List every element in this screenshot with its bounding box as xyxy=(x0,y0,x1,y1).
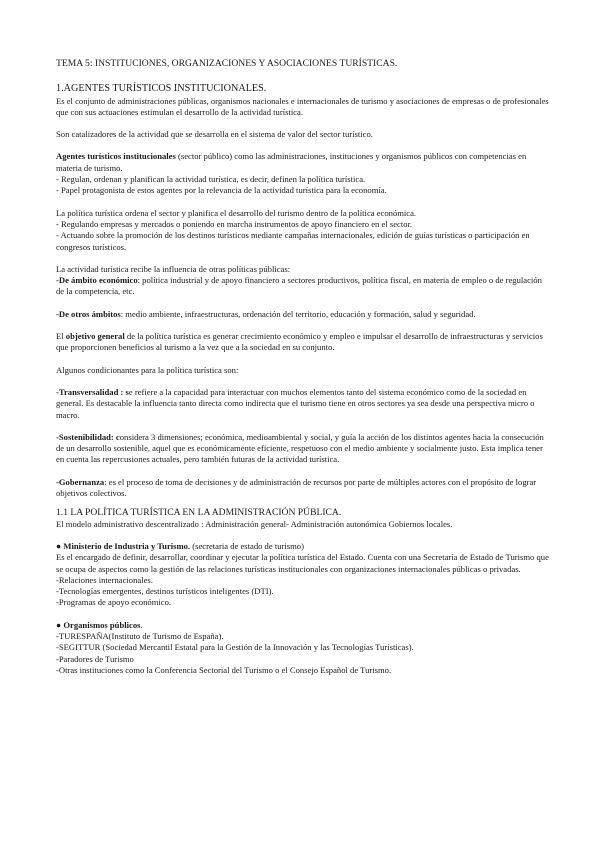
list-item: -Programas de apoyo económico. xyxy=(56,597,172,608)
objetivo-pre: El xyxy=(56,331,66,342)
agentes-paragraph xyxy=(56,151,549,196)
gobernanza-bold: -Gobernanza xyxy=(56,476,105,487)
condicionantes-paragraph: Algunos condicionantes para la política turística son: xyxy=(56,364,239,375)
sostenibilidad-bold: -Sostenibilidad: c xyxy=(56,431,120,442)
gobernanza-rest: : es el proceso de toma de decisiones y de administración de recursos por parte de múltiples actores con el propósito de lograr objetivos colectivos. xyxy=(56,476,537,499)
organismos-bold: ● Organismos públicos xyxy=(56,619,141,630)
section-heading-politica: 1.1 LA POLÍTICA TURÍSTICA EN LA ADMINISTRACIÓN PÚBLICA. xyxy=(56,507,342,519)
gobernanza-paragraph xyxy=(56,477,549,500)
ministerio-rest: (secretaria de estado de turismo) xyxy=(190,540,304,551)
otros-rest: : medio ambiente, infraestructuras, ordenación del territorio, educación y formación, salud y seguridad. xyxy=(120,308,476,319)
agentes-bold: Agentes turísticos institucionales xyxy=(56,151,176,162)
list-item: -TURESPAÑA(Instituto de Turismo de España). xyxy=(56,630,224,641)
sostenibilidad-rest: onsidera 3 dimensiones; económica, medioambiental y social, y guía la acción de los distintos agentes hacia la consecución de un desarrollo sostenible, aquel que es económicamente eficiente, respetuoso con el medio ambiente y socialmente justo. Esta implica tener en cuenta las repercusiones actuales, pero también futuras de la actividad turística. xyxy=(56,431,544,465)
section-heading-agentes: 1.AGENTES TURÍSTICOS INSTITUCIONALES. xyxy=(56,83,267,95)
ministerio-paragraph xyxy=(56,541,549,609)
politica-intro: La política turística ordena el sector y planifica el desarrollo del turismo dentro de la política económica. xyxy=(56,207,417,218)
economico-rest: : política industrial y de apoyo financiero a sectores productivos, política fiscal, en materia de empleo o de regulación de la competencia, etc. xyxy=(56,275,542,297)
economico-bold: -De ámbito económico xyxy=(56,275,138,286)
modelo-paragraph: El modelo administrativo descentralizado : Administración general- Administración autonómica Gobiernos locales. xyxy=(56,518,453,529)
list-item: -Paradores de Turismo xyxy=(56,653,134,664)
influencia-intro: La actividad turística recibe la influencia de otras políticas públicas: xyxy=(56,263,291,274)
transversalidad-rest: e refiere a la capacidad para interactuar con muchos elementos tanto del sistema económico como de la sociedad en general. Es destacable la influencia tanto directa como indirecta que el turismo tiene en otros sectores ya sea desde una perspectiva micro o macro. xyxy=(56,386,535,420)
organismos-paragraph xyxy=(56,620,549,676)
sostenibilidad-paragraph xyxy=(56,432,549,466)
list-item: -SEGITTUR (Sociedad Mercantil Estatal para la Gestión de la Innovación y las Tecnologías Turísticas). xyxy=(56,642,414,653)
list-item: - Papel protagonista de estos agentes por la relevancia de la actividad turística para la economía. xyxy=(56,185,387,196)
list-item: - Actuando sobre la promoción de los destinos turísticos mediante campañas internacionales, edición de guías turísticas o participación en congresos turísticos. xyxy=(56,230,530,252)
list-item: - Regulando empresas y mercados o poniendo en marcha instrumentos de apoyo financiero en el sector. xyxy=(56,218,413,229)
objetivo-bold: objetivo general xyxy=(65,331,125,342)
ministerio-bold: ● Ministerio de Industria y Turismo. xyxy=(56,540,191,551)
list-item: -Otras instituciones como la Conferencia Sectorial del Turismo o el Consejo Español de Turismo. xyxy=(56,664,392,675)
objetivo-rest: de la política turística es generar crecimiento económico y empleo e impulsar el desarrollo de infraestructuras y servicios que proporcionen beneficios al turismo a la vez que a la sociedad en su conjunto. xyxy=(56,331,543,353)
agentes-rest: (sector público) como las administraciones, instituciones y organismos públicos con competencias en materia de turismo. xyxy=(56,151,527,173)
influencia-paragraph xyxy=(56,264,549,298)
otros-paragraph xyxy=(56,309,549,320)
list-item: -Relaciones internacionales. xyxy=(56,574,153,585)
list-item: -Tecnologías emergentes, destinos turísticos inteligentes (DTI). xyxy=(56,586,274,597)
list-item: - Regulan, ordenan y planifican la actividad turística, es decir, definen la política turística. xyxy=(56,174,366,185)
document-title: TEMA 5: INSTITUCIONES, ORGANIZACIONES Y ASOCIACIONES TURÍSTICAS. xyxy=(56,58,398,69)
objetivo-paragraph xyxy=(56,331,549,354)
transversalidad-bold: -Transversalidad : s xyxy=(56,386,129,397)
politica-paragraph xyxy=(56,208,549,253)
ministerio-desc: Es el encargado de definir, desarrollar, coordinar y ejecutar la política turística del Estado. Cuenta con una Secretaría de Estado de Turismo que se ocupa de aspectos como la gestión de las relaciones turísticas institucionales con organizaciones internacionales públicas o privadas. xyxy=(56,552,549,574)
organismos-heading xyxy=(56,620,549,631)
transversalidad-paragraph xyxy=(56,387,549,421)
organismos-rest: . xyxy=(140,619,143,630)
ministerio-heading xyxy=(56,541,549,552)
otros-bold: -De otros ámbitos xyxy=(56,308,121,319)
intro-paragraph: Es el conjunto de administraciones públicas, organismos nacionales e internacionales de turismo y asociaciones de empresas o de profesionales que con sus actuaciones estimulan el desarrollo de la actividad turística. xyxy=(56,95,549,117)
catalizadores-paragraph: Son catalizadores de la actividad que se desarrolla en el sistema de valor del sector turístico. xyxy=(56,129,373,140)
